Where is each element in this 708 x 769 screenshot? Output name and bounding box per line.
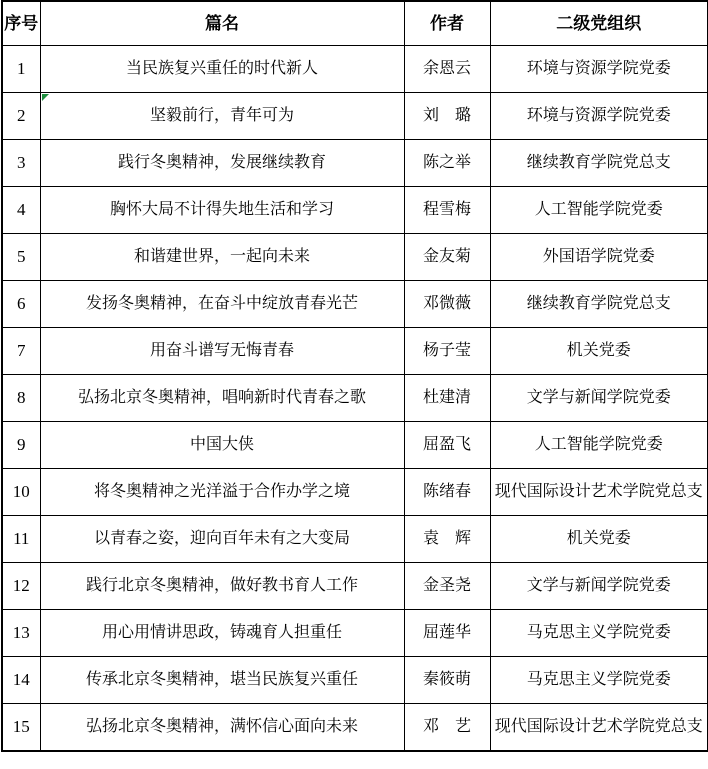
essay-title-cell[interactable]: 用心用情讲思政，铸魂育人担重任 [40, 610, 404, 657]
table-row [2, 563, 708, 610]
organization-cell[interactable]: 现代国际设计艺术学院党总支 [490, 469, 708, 516]
table-row [2, 140, 708, 187]
organization-cell[interactable]: 人工智能学院党委 [490, 422, 708, 469]
author-cell[interactable]: 秦筱萌 [404, 657, 490, 704]
row-number-cell[interactable]: 2 [2, 93, 40, 140]
author-cell[interactable]: 刘 璐 [404, 93, 490, 140]
organization-cell[interactable]: 环境与资源学院党委 [490, 46, 708, 93]
table-row [2, 93, 708, 140]
organization-cell[interactable]: 机关党委 [490, 516, 708, 563]
table-row [2, 281, 708, 328]
author-cell[interactable]: 屈莲华 [404, 610, 490, 657]
essay-title-cell[interactable]: 用奋斗谱写无悔青春 [40, 328, 404, 375]
author-cell[interactable]: 陈绪春 [404, 469, 490, 516]
header-cell-organization[interactable]: 二级党组织 [490, 1, 708, 46]
essay-title-cell[interactable]: 胸怀大局不计得失地生活和学习 [40, 187, 404, 234]
row-number-cell[interactable]: 4 [2, 187, 40, 234]
author-cell[interactable]: 余恩云 [404, 46, 490, 93]
table-row [2, 422, 708, 469]
essay-title-cell[interactable]: 当民族复兴重任的时代新人 [40, 46, 404, 93]
author-cell[interactable]: 屈盈飞 [404, 422, 490, 469]
author-cell[interactable]: 杨子莹 [404, 328, 490, 375]
row-number-cell[interactable]: 11 [2, 516, 40, 563]
organization-cell[interactable]: 机关党委 [490, 328, 708, 375]
row-number-cell[interactable]: 9 [2, 422, 40, 469]
author-cell[interactable]: 邓 艺 [404, 704, 490, 752]
essay-list-table [1, 0, 708, 752]
essay-title-cell[interactable]: 和谐建世界，一起向未来 [40, 234, 404, 281]
author-cell[interactable]: 邓微薇 [404, 281, 490, 328]
essay-title-cell[interactable]: 中国大侠 [40, 422, 404, 469]
essay-title-cell[interactable]: 传承北京冬奥精神，堪当民族复兴重任 [40, 657, 404, 704]
author-cell[interactable]: 程雪梅 [404, 187, 490, 234]
essay-title-cell[interactable]: 弘扬北京冬奥精神，满怀信心面向未来 [40, 704, 404, 752]
organization-cell[interactable]: 现代国际设计艺术学院党总支 [490, 704, 708, 752]
author-cell[interactable]: 金圣尧 [404, 563, 490, 610]
table-row [2, 610, 708, 657]
row-number-cell[interactable]: 3 [2, 140, 40, 187]
table-row [2, 187, 708, 234]
row-number-cell[interactable]: 15 [2, 704, 40, 752]
organization-cell[interactable]: 继续教育学院党总支 [490, 140, 708, 187]
table-row [2, 375, 708, 422]
essay-title-cell[interactable]: 发扬冬奥精神，在奋斗中绽放青春光芒 [40, 281, 404, 328]
author-cell[interactable]: 杜建清 [404, 375, 490, 422]
table-row [2, 657, 708, 704]
row-number-cell[interactable]: 1 [2, 46, 40, 93]
row-number-cell[interactable]: 10 [2, 469, 40, 516]
header-cell-title[interactable]: 篇名 [40, 1, 404, 46]
essay-title-cell[interactable]: 以青春之姿，迎向百年未有之大变局 [40, 516, 404, 563]
table-body [2, 46, 708, 752]
header-cell-number[interactable]: 序号 [2, 1, 40, 46]
essay-title-cell[interactable]: 践行北京冬奥精神，做好教书育人工作 [40, 563, 404, 610]
organization-cell[interactable]: 文学与新闻学院党委 [490, 375, 708, 422]
essay-title-cell[interactable]: 坚毅前行，青年可为 [40, 93, 404, 140]
table-row [2, 704, 708, 752]
author-cell[interactable]: 陈之举 [404, 140, 490, 187]
table-row [2, 234, 708, 281]
row-number-cell[interactable]: 13 [2, 610, 40, 657]
organization-cell[interactable]: 文学与新闻学院党委 [490, 563, 708, 610]
essay-title-cell[interactable]: 将冬奥精神之光洋溢于合作办学之境 [40, 469, 404, 516]
header-cell-author[interactable]: 作者 [404, 1, 490, 46]
row-number-cell[interactable]: 8 [2, 375, 40, 422]
organization-cell[interactable]: 马克思主义学院党委 [490, 657, 708, 704]
table-row [2, 46, 708, 93]
table-header-row [2, 1, 708, 46]
row-number-cell[interactable]: 7 [2, 328, 40, 375]
author-cell[interactable]: 袁 辉 [404, 516, 490, 563]
table-row [2, 516, 708, 563]
author-cell[interactable]: 金友菊 [404, 234, 490, 281]
essay-title-cell[interactable]: 弘扬北京冬奥精神，唱响新时代青春之歌 [40, 375, 404, 422]
essay-title-cell[interactable]: 践行冬奥精神，发展继续教育 [40, 140, 404, 187]
organization-cell[interactable]: 继续教育学院党总支 [490, 281, 708, 328]
cell-error-marker-icon [42, 94, 49, 101]
organization-cell[interactable]: 人工智能学院党委 [490, 187, 708, 234]
row-number-cell[interactable]: 6 [2, 281, 40, 328]
row-number-cell[interactable]: 5 [2, 234, 40, 281]
table-row [2, 328, 708, 375]
organization-cell[interactable]: 外国语学院党委 [490, 234, 708, 281]
organization-cell[interactable]: 马克思主义学院党委 [490, 610, 708, 657]
row-number-cell[interactable]: 12 [2, 563, 40, 610]
organization-cell[interactable]: 环境与资源学院党委 [490, 93, 708, 140]
row-number-cell[interactable]: 14 [2, 657, 40, 704]
table-row [2, 469, 708, 516]
